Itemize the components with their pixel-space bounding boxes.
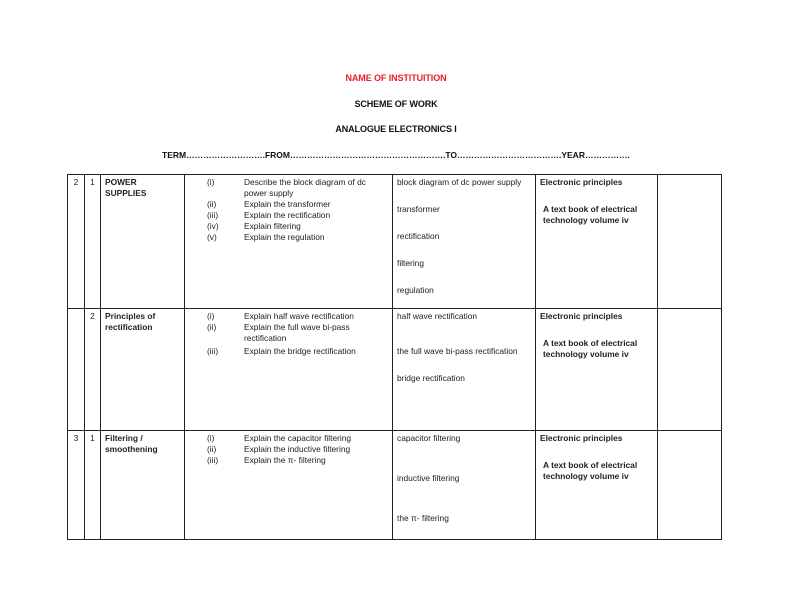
objective-text: Explain the bridge rectification [244, 346, 356, 356]
content-item: transformer [397, 204, 440, 214]
objective-index: (v) [207, 232, 217, 242]
content-item: capacitor filtering [397, 433, 461, 443]
week-cell [68, 309, 85, 431]
scheme-title: SCHEME OF WORK [354, 99, 438, 109]
content-item: block diagram of dc power supply [397, 177, 522, 187]
lesson-cell: 1 [85, 431, 101, 540]
objective-text: Explain half wave rectification [244, 311, 354, 321]
objective-index: (i) [207, 311, 215, 321]
objective-index: (iv) [207, 221, 219, 231]
objective-text: Explain the inductive filtering [244, 444, 351, 454]
term-line: TERM……………………….FROM……………………………………………….TO……………………………….YEAR……………. [162, 150, 630, 160]
content-item: the full wave bi-pass rectification [397, 346, 518, 356]
remarks-cell [658, 175, 722, 309]
objectives-cell [185, 309, 393, 431]
objectives-cell [185, 431, 393, 540]
objective-index: (i) [207, 433, 215, 443]
objective-text: Explain the capacitor filtering [244, 433, 352, 443]
table-row [68, 431, 722, 540]
content-item: rectification [397, 231, 440, 241]
objective-index: (iii) [207, 210, 219, 220]
institution-name: NAME OF INSTITUITION [345, 73, 447, 83]
content-item: half wave rectification [397, 311, 478, 321]
references-cell [536, 175, 658, 309]
content-item: the π- filtering [397, 513, 449, 523]
remarks-cell [658, 431, 722, 540]
content-cell [393, 175, 536, 309]
objective-text: Describe the block diagram of dc power supply [244, 177, 366, 198]
objectives-cell [185, 175, 393, 309]
content-item: inductive filtering [397, 473, 460, 483]
objective-index: (iii) [207, 455, 219, 465]
topic-cell: Principles of rectification [101, 309, 185, 431]
references-cell [536, 309, 658, 431]
reference-item: A text book of electrical technology volume iv [543, 460, 638, 481]
scheme-table [67, 174, 722, 540]
content-cell [393, 431, 536, 540]
objective-text: Explain the full wave bi-pass rectification [244, 322, 350, 343]
objective-text: Explain filtering [244, 221, 301, 231]
objective-index: (ii) [207, 322, 217, 332]
objective-index: (i) [207, 177, 215, 187]
content-item: regulation [397, 285, 434, 295]
reference-item: Electronic principles [540, 177, 623, 187]
objective-text: Explain the π- filtering [244, 455, 326, 465]
objective-text: Explain the regulation [244, 232, 325, 242]
objective-text: Explain the rectification [244, 210, 331, 220]
lesson-cell: 2 [85, 309, 101, 431]
week-cell: 3 [68, 431, 85, 540]
objective-text: Explain the transformer [244, 199, 331, 209]
objective-index: (ii) [207, 199, 217, 209]
references-cell [536, 431, 658, 540]
topic-cell: POWER SUPPLIES [101, 175, 185, 309]
topic-cell: Filtering / smoothening [101, 431, 185, 540]
table-row [68, 175, 722, 309]
reference-item: A text book of electrical technology volume iv [543, 204, 638, 225]
objective-index: (iii) [207, 346, 219, 356]
reference-item: Electronic principles [540, 433, 623, 443]
reference-item: A text book of electrical technology volume iv [543, 338, 638, 359]
content-item: bridge rectification [397, 373, 465, 383]
remarks-cell [658, 309, 722, 431]
subject-title: ANALOGUE ELECTRONICS I [335, 124, 457, 134]
lesson-cell: 1 [85, 175, 101, 309]
content-item: filtering [397, 258, 424, 268]
table-row [68, 309, 722, 431]
content-cell [393, 309, 536, 431]
reference-item: Electronic principles [540, 311, 623, 321]
week-cell: 2 [68, 175, 85, 309]
objective-index: (ii) [207, 444, 217, 454]
